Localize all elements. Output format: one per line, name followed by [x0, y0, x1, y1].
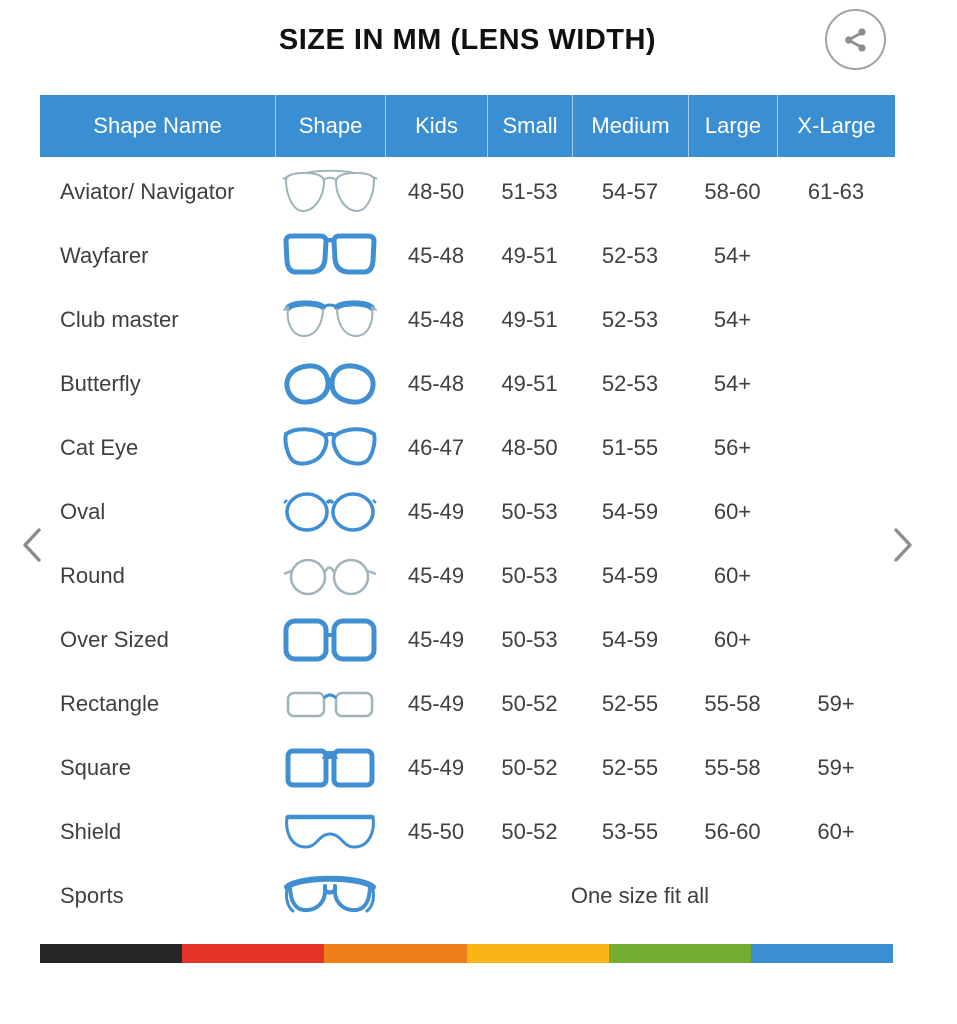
- butterfly-glasses-icon: [275, 358, 385, 410]
- shape-name: Wayfarer: [60, 243, 149, 268]
- table-row: [40, 736, 895, 800]
- shape-name: Club master: [60, 307, 179, 332]
- chevron-right-icon: [891, 526, 917, 564]
- size-value: 52-53: [601, 307, 659, 332]
- oval-glasses-icon: [275, 486, 385, 538]
- size-table-body: [40, 160, 895, 928]
- size-value: 55-58: [704, 755, 761, 780]
- size-value: 48-50: [501, 435, 558, 460]
- table-header-row: [40, 95, 895, 157]
- col-header-shape-name: Shape Name: [93, 113, 222, 138]
- shape-name: Square: [60, 755, 131, 780]
- size-value: 54+: [713, 307, 752, 332]
- size-value: 54-57: [601, 179, 659, 204]
- size-value: 50-52: [501, 691, 558, 716]
- size-value: 55-58: [704, 691, 761, 716]
- size-value: 50-53: [501, 627, 558, 652]
- table-row: [40, 608, 895, 672]
- size-value: 60+: [713, 499, 752, 524]
- table-row: [40, 544, 895, 608]
- size-value: 54-59: [601, 499, 659, 524]
- size-value: 45-50: [407, 819, 465, 844]
- size-value: 45-49: [407, 691, 465, 716]
- shape-name: Round: [60, 563, 125, 588]
- wayfarer-glasses-icon: [275, 230, 385, 282]
- table-row: [40, 352, 895, 416]
- col-header-kids: Kids: [385, 95, 487, 157]
- carousel-next-button[interactable]: [891, 526, 917, 564]
- col-header-large: Large: [688, 95, 777, 157]
- col-header-shape: Shape: [275, 95, 385, 157]
- table-row: [40, 160, 895, 224]
- stripe-segment: [324, 944, 466, 963]
- size-value: 54+: [713, 371, 752, 396]
- size-value: 45-49: [407, 627, 465, 652]
- shape-name: Cat Eye: [60, 435, 139, 460]
- aviator-glasses-icon: [275, 166, 385, 218]
- size-value: 52-53: [601, 243, 659, 268]
- size-value: 56-60: [704, 819, 761, 844]
- size-value: 53-55: [601, 819, 659, 844]
- size-value: 52-55: [601, 691, 659, 716]
- size-value: 50-53: [501, 563, 558, 588]
- stripe-segment: [182, 944, 324, 963]
- size-value: 52-53: [601, 371, 659, 396]
- shape-name: Butterfly: [60, 371, 141, 396]
- col-header-small: Small: [487, 95, 572, 157]
- size-value: 59+: [817, 691, 855, 716]
- table-row: [40, 864, 895, 928]
- shape-name: Rectangle: [60, 691, 160, 716]
- table-row: [40, 672, 895, 736]
- size-value: 56+: [713, 435, 752, 460]
- col-header-x-large: X-Large: [777, 95, 895, 157]
- size-value: 50-53: [501, 499, 558, 524]
- square-glasses-icon: [275, 742, 385, 794]
- shape-name: Oval: [60, 499, 106, 524]
- stripe-segment: [40, 944, 182, 963]
- size-value: 58-60: [704, 179, 761, 204]
- share-button[interactable]: [825, 9, 886, 70]
- round-glasses-icon: [275, 550, 385, 602]
- table-row: [40, 224, 895, 288]
- size-value: 54-59: [601, 627, 659, 652]
- size-value: 45-48: [407, 307, 465, 332]
- page-title: SIZE IN MM (LENS WIDTH): [278, 24, 657, 56]
- size-value: 60+: [713, 563, 752, 588]
- size-value: 60+: [817, 819, 855, 844]
- sports-glasses-icon: [275, 870, 385, 922]
- size-value: 49-51: [501, 371, 558, 396]
- size-value: 49-51: [501, 307, 558, 332]
- cateye-glasses-icon: [275, 422, 385, 474]
- size-value: 50-52: [501, 755, 558, 780]
- shield-glasses-icon: [275, 806, 385, 858]
- size-value: 59+: [817, 755, 855, 780]
- table-row: [40, 800, 895, 864]
- oversized-glasses-icon: [275, 614, 385, 666]
- size-value: 48-50: [407, 179, 465, 204]
- footer-color-stripe: [40, 944, 893, 963]
- chevron-left-icon: [18, 526, 44, 564]
- size-value: 61-63: [807, 179, 865, 204]
- col-header-medium: Medium: [572, 95, 688, 157]
- stripe-segment: [609, 944, 751, 963]
- size-value: 45-49: [407, 563, 465, 588]
- stripe-segment: [467, 944, 609, 963]
- shape-name: Over Sized: [60, 627, 169, 652]
- size-value: 45-49: [407, 499, 465, 524]
- stripe-segment: [751, 944, 893, 963]
- size-value: 51-55: [601, 435, 659, 460]
- shape-name: Sports: [60, 883, 124, 908]
- size-value: 45-48: [407, 371, 465, 396]
- one-size-label: One size fit all: [570, 883, 710, 908]
- table-row: [40, 480, 895, 544]
- shape-name: Shield: [60, 819, 122, 844]
- carousel-prev-button[interactable]: [18, 526, 44, 564]
- share-icon: [841, 25, 871, 55]
- size-value: 45-48: [407, 243, 465, 268]
- size-value: 51-53: [501, 179, 558, 204]
- rectangle-glasses-icon: [275, 678, 385, 730]
- shape-name: Aviator/ Navigator: [60, 179, 235, 204]
- size-value: 60+: [713, 627, 752, 652]
- size-value: 54-59: [601, 563, 659, 588]
- size-value: 52-55: [601, 755, 659, 780]
- table-row: [40, 416, 895, 480]
- clubmaster-glasses-icon: [275, 294, 385, 346]
- table-row: [40, 288, 895, 352]
- size-value: 54+: [713, 243, 752, 268]
- size-value: 49-51: [501, 243, 558, 268]
- size-value: 50-52: [501, 819, 558, 844]
- size-value: 45-49: [407, 755, 465, 780]
- size-value: 46-47: [407, 435, 465, 460]
